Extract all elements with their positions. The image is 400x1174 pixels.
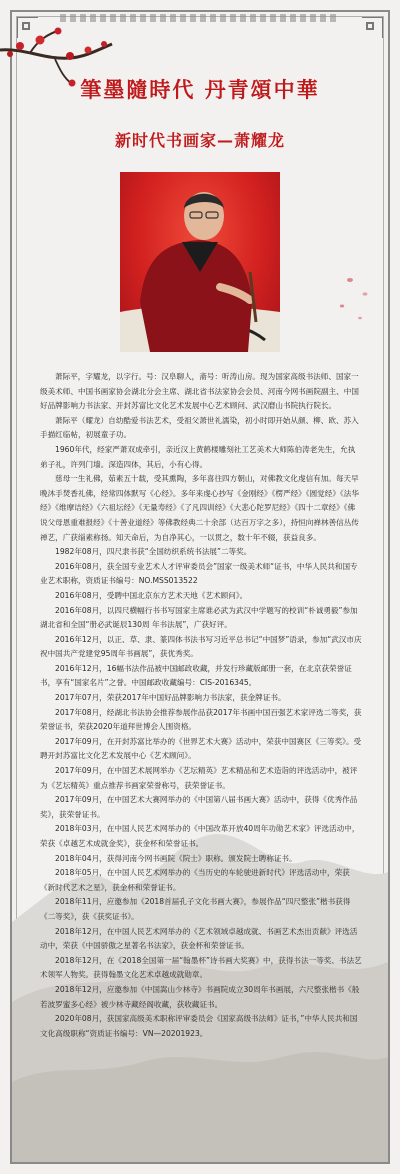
bio-paragraph: 2016年08月，以四尺横幅行书书写国家主席谁必武为武汉中学题写的校训“朴诚勇毅”参加湖北省和全国“册必武诞辰130周 年书法展”，广获好评。 xyxy=(40,605,358,630)
bio-paragraph: 2020年08月，获国家高级美术职称评审委员会《国家高级书法师》证书，”中华人民共和国文化高级职称“资质证书编号：VN—20201923。 xyxy=(40,1014,358,1038)
page-title: 筆墨隨時代 丹青頌中華 xyxy=(80,77,320,102)
artist-photo xyxy=(120,172,280,352)
artist-subtitle: 新时代书画家—萧耀龙 xyxy=(114,131,285,150)
bio-paragraph: 2018年12月，在《2018全国第一届“翰墨杯”诗书画大奖赛》中，获得书法一等奖、书法艺术领军人物奖。获得翰墨文化艺术卓越成就勋章。 xyxy=(40,955,362,980)
bio-paragraph: 2017年09月，在中国艺术大赛网举办的《中国第八届书画大赛》活动中，获得《优秀作品奖》，获荣誉证书。 xyxy=(40,795,358,819)
bio-paragraph: 萧际平（耀龙）自幼酷爱书法艺术，受祖父萧世礼濡染，初小时即开始从颜、柳、欧、苏入手描红临帖，初展童子功。 xyxy=(40,415,359,440)
bio-paragraph: 2017年09月，在中国艺术展网举办《艺坛精英》艺术精品和艺术造诣的评选活动中，被评为《艺坛精英》重点推荐书画家荣誉称号，获荣誉证书。 xyxy=(40,766,358,790)
bio-paragraph: 1982年08月，四尺隶书获“全国纺织系统书法展”二等奖。 xyxy=(55,547,252,557)
bio-paragraph: 2018年03月，在中国人民艺术网举办的《中国改革开放40周年功勋艺术家》评选活动中，荣获《卓越艺术成就金奖》，获金杯和荣誉证书。 xyxy=(40,824,360,848)
bio-paragraph: 慈母一生礼佛，茹素五十载，受其熏陶，多年喜往四方朝山，对佛教文化虔信有加。每天早晚沐手焚香礼佛，经常四体默写《心经》。多年来虔心抄写《金刚经》《楞严经》《圆觉经》《法华经》《维摩诘经》《六祖坛经》《无量寿经》《了凡四训经》《大悲心陀罗尼经》《四十二章经》《佛说父母恩重难报经》《十善业道经》等佛教经典二十余部（达百万字之多），持恒向禅林善信丛传禅艺，广获缁素称扬。知天命后，为自净其心，一以贯之，数十年不辍，获益良多。 xyxy=(40,474,359,542)
artist-biography xyxy=(40,370,362,1041)
bio-paragraph: 2017年09月，在开封苏富比举办的《世界艺术大赛》活动中，荣获中国赛区《三等奖》。受聘开封苏富比文化艺术发展中心《艺术顾问》。 xyxy=(40,736,362,761)
frame-corner-top-right xyxy=(362,16,384,38)
bio-paragraph: 2016年08月，获全国专业艺术人才评审委员会”国家一级美术师“证书，中华人民共和国专业艺术职称，资质证书编号：NO.MSS013522 xyxy=(40,561,358,586)
bio-paragraph: 2018年04月，获得河南今网书画院《院士》职称。颁发院士聘称证书。 xyxy=(55,853,297,863)
bio-paragraph: 2018年12月，在中国人民艺术网举办的《艺术领域卓越成就、书画艺术杰出贡献》评选活动中，荣获《中国骄傲之星著名书法家》，获金杯和荣誉证书。 xyxy=(40,926,358,951)
bio-paragraph: 2016年12月，以正、草、隶、篆四体书法书写习近平总书记“中国梦”语录，参加“武汉市庆祝中国共产党建党95周年书画展”，获优秀奖。 xyxy=(40,634,362,659)
bio-paragraph: 2016年12月，16幅书法作品被中国邮政收藏，并发行珍藏版邮册一套，在北京获荣誉证书，享有“国家名片”之誉。中国邮政收藏编号：CIS-2016345。 xyxy=(40,663,352,688)
bio-paragraph: 萧际平，字耀龙，以字行。号：汉阜聊人，斋号：听涛山房。现为国家高级书法师、国家一级美术师、中国书画家协会湖北分会主席、湖北省书法家协会会员、河南今网书画院副主、中国好品牌影响力书法家、开封苏富比文化艺术发展中心艺术顾问、武汉磨山书院执行院长。 xyxy=(40,372,359,411)
bio-paragraph: 2018年12月，应邀参加《中国嵩山少林寺》书画院成立30周年书画展，六尺整张楷书《般若波罗蜜多心经》被少林寺藏经阁收藏，获收藏证书。 xyxy=(40,984,360,1009)
bio-paragraph: 2018年11月，应邀参加《2018首届孔子文化书画大赛》，参展作品“四尺整张”楷书获得《二等奖》，获《获奖证书》。 xyxy=(40,897,351,921)
bio-paragraph: 2016年08月，受聘中国北京东方艺术天地《艺术顾问》。 xyxy=(55,590,248,600)
calligrapher-portrait-icon xyxy=(120,172,280,352)
bio-paragraph: 2018年05月，在中国人民艺术网举办的《当历史的车轮驶进新时代》评选活动中，荣获《新时代艺术之星》，获金杯和荣誉证书。 xyxy=(40,868,350,892)
bio-paragraph: 2017年07月，荣获2017年中国好品牌影响力书法家，获金牌证书。 xyxy=(55,693,286,703)
bio-paragraph: 2017年08月，经湖北书法协会推荐参展作品获2017年书画中国百强艺术家评选二等奖，获荣誉证书，荣获2020年道拜世博会人围资格。 xyxy=(40,707,362,732)
falling-petals-icon xyxy=(320,270,380,330)
bio-paragraph: 1960年代，经家严萧双成牵引，亲近汉上黄鹤楼雕刻社工艺美术大师陈伯涛老先生，允执弟子礼，许列门墙。深造四体，其后，小有心得。 xyxy=(40,444,356,469)
